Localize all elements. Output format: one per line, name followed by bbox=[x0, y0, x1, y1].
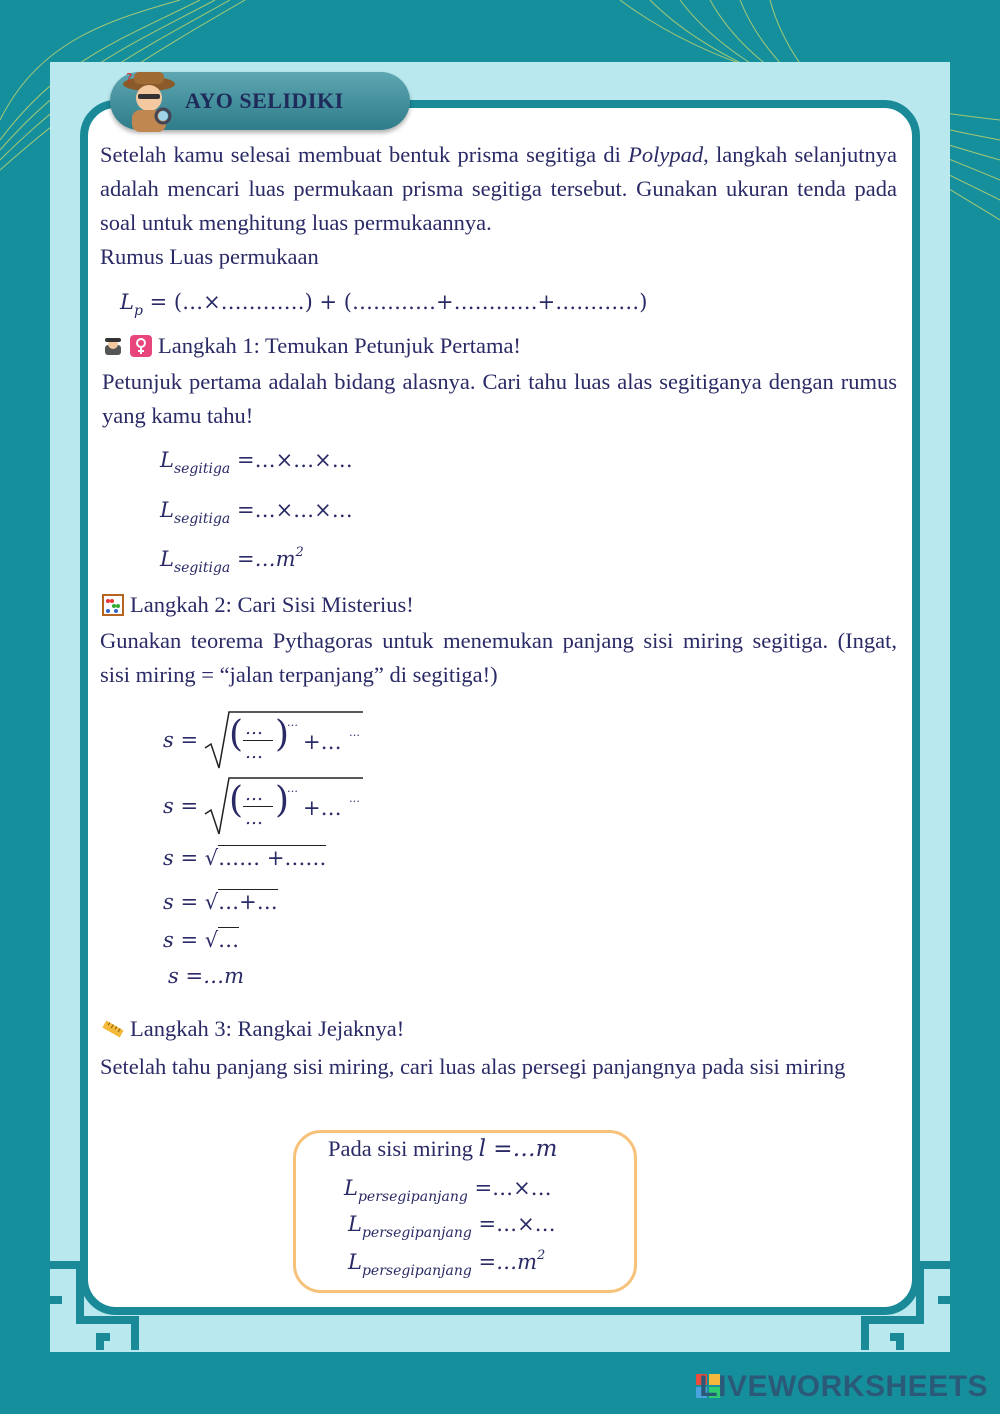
step3-var: L bbox=[344, 1176, 358, 1200]
step1-sub: segitiga bbox=[173, 511, 231, 527]
plus-term-exponent: … bbox=[349, 726, 360, 739]
fraction-denominator: … bbox=[245, 742, 263, 763]
brand-name[interactable]: LIVEWORKSHEETS bbox=[699, 1370, 988, 1403]
intro-text-b: , langkah selanjutnya adalah mencari luas permukaan prisma segitiga tersebut. Gunakan ukuran tenda pada soal untuk menghitung luas permukaannya. bbox=[100, 142, 897, 235]
step2-var: s bbox=[168, 964, 179, 988]
step3-heading bbox=[102, 1016, 404, 1042]
step3-expr1: =…×… bbox=[474, 1176, 552, 1200]
step3-expr2: =…×… bbox=[478, 1212, 556, 1236]
box-label: Pada sisi miring bbox=[328, 1136, 479, 1161]
step2-text: Gunakan teorema Pythagoras untuk menemukan panjang sisi miring segitiga. (Ingat, sisi miring = “jalan terpanjang” di segitiga!) bbox=[100, 628, 897, 687]
step3-line2 bbox=[348, 1212, 556, 1241]
step2-eq: = bbox=[180, 928, 199, 952]
header-title: AYO SELIDIKI bbox=[185, 88, 344, 113]
box-var: l =…m bbox=[478, 1136, 558, 1162]
step2-line2: s = ( … … ) … +… … bbox=[163, 776, 383, 836]
step1-var: L bbox=[160, 547, 174, 571]
step2-heading bbox=[102, 592, 414, 618]
step1-line1 bbox=[160, 448, 353, 477]
surface-area-formula bbox=[120, 290, 647, 319]
step2-result: =…m bbox=[185, 964, 244, 988]
step3-line1 bbox=[344, 1176, 552, 1205]
fraction-exponent: … bbox=[287, 782, 298, 795]
detective-icon bbox=[118, 68, 180, 134]
step2-line5: s = √… bbox=[163, 928, 240, 952]
fraction-numerator: … bbox=[245, 784, 263, 805]
formula-rhs: = (…×…………) + (…………+…………+…………) bbox=[149, 290, 648, 314]
step1-var: L bbox=[160, 448, 174, 472]
step2-var: s bbox=[163, 728, 174, 752]
step2-line1: s = ( … … ) … +… … bbox=[163, 710, 383, 770]
step3-sub: persegipanjang bbox=[361, 1225, 472, 1241]
step2-title: Langkah 2: Cari Sisi Misterius! bbox=[130, 592, 414, 617]
step2-var: s bbox=[163, 928, 174, 952]
step2-eq: = bbox=[180, 890, 199, 914]
plus-term: +… bbox=[303, 730, 342, 754]
step1-var: L bbox=[160, 498, 174, 522]
step3-var: L bbox=[348, 1212, 362, 1236]
step2-radicand5: … bbox=[218, 928, 240, 952]
step1-title: Langkah 1: Temukan Petunjuk Pertama! bbox=[158, 333, 521, 358]
step2-radicand4: …+… bbox=[218, 890, 278, 914]
step3-sub: persegipanjang bbox=[357, 1189, 468, 1205]
step1-expr2: =…×…×… bbox=[236, 498, 353, 522]
step2-line4: s = √…+… bbox=[163, 890, 278, 914]
intro-text-a: Setelah kamu selesai membuat bentuk prisma segitiga di bbox=[100, 142, 629, 167]
svg-text:?: ? bbox=[126, 71, 133, 85]
step3-line3 bbox=[348, 1248, 545, 1279]
intro-text-italic: Polypad bbox=[628, 142, 704, 167]
step2-line3: s = √…… +…… bbox=[163, 846, 327, 870]
step1-line2 bbox=[160, 498, 353, 527]
step3-text: Setelah tahu panjang sisi miring, cari luas alas persegi panjangnya pada sisi miring bbox=[100, 1054, 846, 1079]
step1-heading bbox=[102, 333, 521, 359]
step2-radicand3: …… +…… bbox=[218, 846, 327, 870]
step3-expr3: =…m bbox=[478, 1250, 537, 1274]
step2-eq: = bbox=[180, 728, 199, 752]
step2-eq: = bbox=[180, 794, 199, 818]
step2-line6 bbox=[168, 964, 244, 988]
step1-expr1: =…×…×… bbox=[236, 448, 353, 472]
step1-exp: 2 bbox=[295, 545, 304, 560]
spy-icon bbox=[102, 335, 124, 357]
step3-sub: persegipanjang bbox=[361, 1263, 472, 1279]
fraction-exponent: … bbox=[287, 716, 298, 729]
intro-section bbox=[100, 138, 897, 274]
box-line-label bbox=[328, 1136, 557, 1162]
formula-sub: p bbox=[133, 303, 143, 319]
step1-line3 bbox=[160, 545, 304, 576]
ruler-icon bbox=[102, 1018, 124, 1040]
step2-var: s bbox=[163, 890, 174, 914]
plus-term-exponent: … bbox=[349, 792, 360, 805]
fraction-denominator: … bbox=[245, 808, 263, 829]
step1-text: Petunjuk pertama adalah bidang alasnya. Cari tahu luas alas segitiganya dengan rumus yang kamu tahu! bbox=[102, 369, 897, 428]
step1-sub: segitiga bbox=[173, 560, 231, 576]
abacus-icon bbox=[102, 594, 124, 616]
step3-title: Langkah 3: Rangkai Jejaknya! bbox=[130, 1016, 405, 1041]
step2-var: s bbox=[163, 794, 174, 818]
female-sign-icon bbox=[130, 335, 152, 357]
step1-expr3: =…m bbox=[236, 547, 296, 571]
intro-paragraph bbox=[100, 138, 897, 240]
step2-eq: = bbox=[180, 846, 199, 870]
step3-exp: 2 bbox=[537, 1248, 546, 1263]
step3-var: L bbox=[348, 1250, 362, 1274]
step1-sub: segitiga bbox=[173, 461, 231, 477]
fraction-numerator: … bbox=[245, 718, 263, 739]
formula-label: Rumus Luas permukaan bbox=[100, 244, 319, 269]
step2-var: s bbox=[163, 846, 174, 870]
plus-term: +… bbox=[303, 796, 342, 820]
formula-lhs: L bbox=[120, 290, 134, 314]
